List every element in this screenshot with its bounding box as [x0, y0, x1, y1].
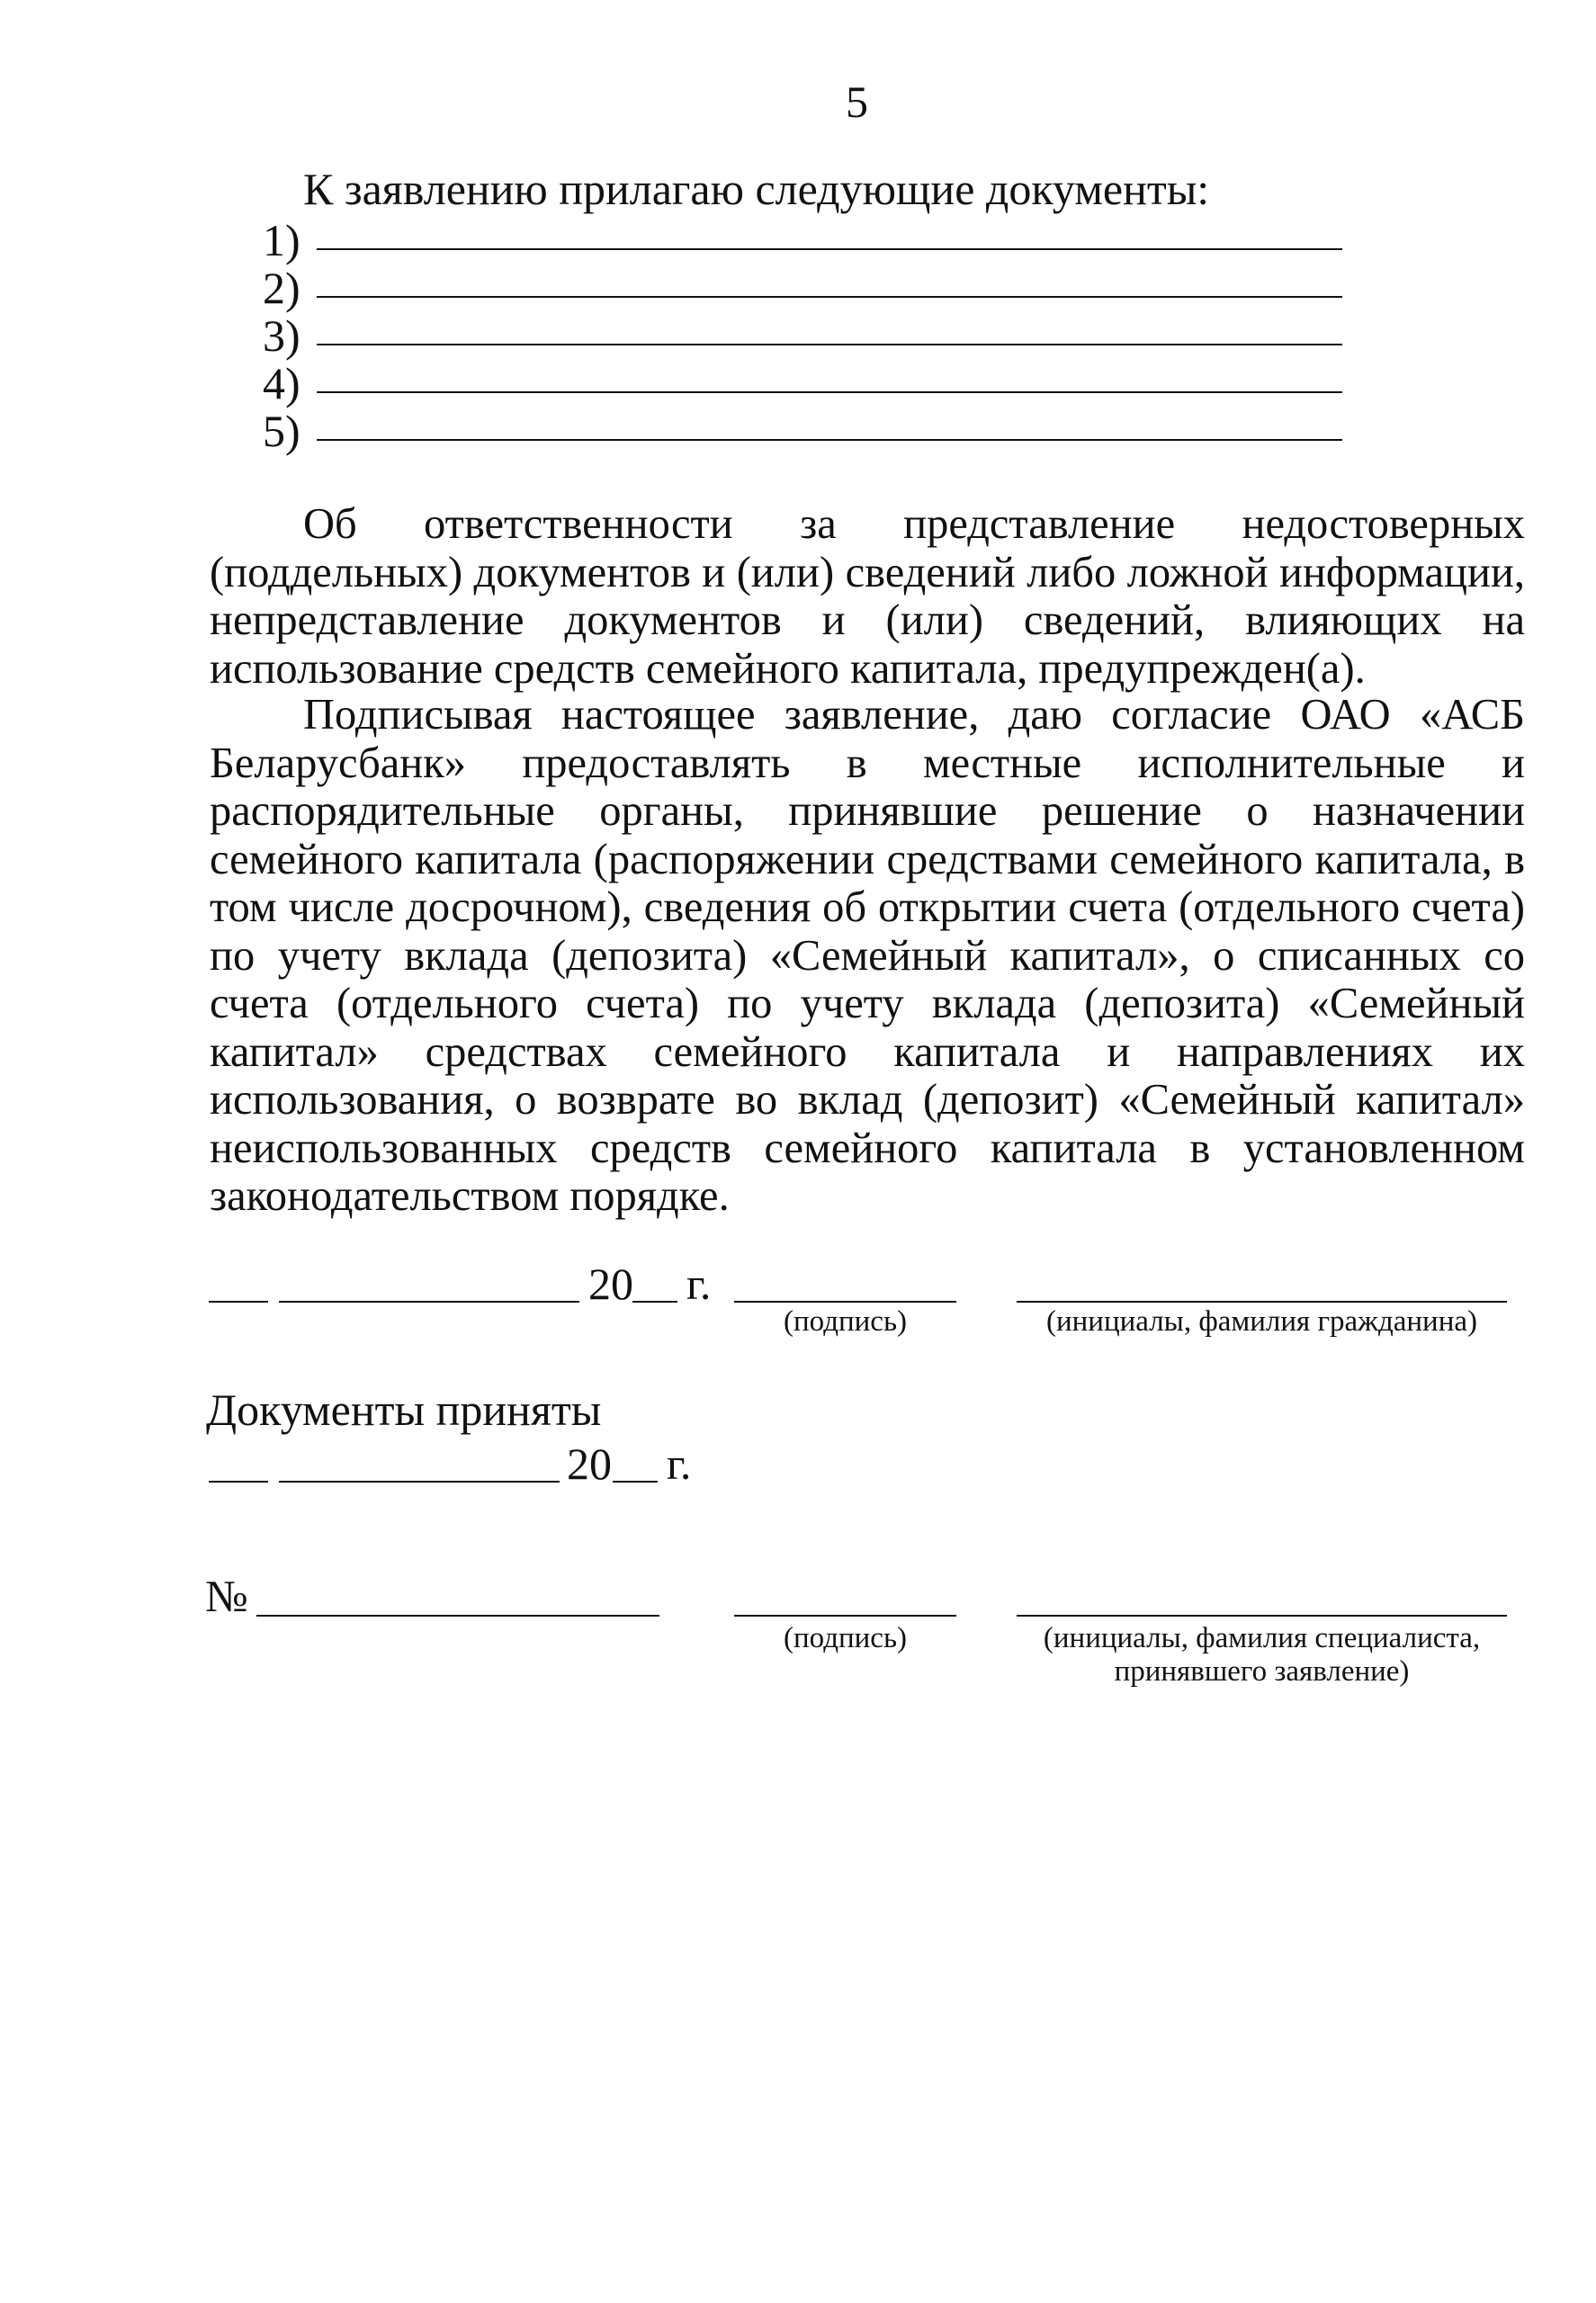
applicant-month-line[interactable] — [279, 1301, 579, 1303]
attachment-number: 4) — [263, 358, 300, 408]
attachment-item[interactable] — [263, 408, 1342, 456]
attachment-fill-line[interactable] — [317, 248, 1342, 250]
attachment-number: 1) — [263, 215, 300, 265]
applicant-name-caption: (инициалы, фамилия гражданина) — [1045, 1305, 1478, 1338]
applicant-signature-caption: (подпись) — [784, 1305, 907, 1338]
registration-number-label: № — [205, 1571, 248, 1621]
attachment-item[interactable] — [263, 358, 1342, 408]
applicant-signature-line[interactable] — [734, 1301, 956, 1303]
responsibility-text: Об ответственности за представление недостоверных (поддельных) документов и (или) сведений либо ложной информации, непредставление документов и (или) сведений, влияющих на использование средств семейного капитала, предупрежден(а). — [210, 500, 1525, 693]
consent-paragraph — [210, 691, 1525, 1221]
attachment-fill-line[interactable] — [317, 391, 1342, 393]
acceptance-month-line[interactable] — [279, 1481, 560, 1483]
acceptance-year-suffix: г. — [667, 1438, 692, 1489]
applicant-year-line[interactable] — [632, 1301, 677, 1303]
acceptance-day-line[interactable] — [209, 1481, 268, 1483]
acceptance-year-prefix: 20 — [567, 1438, 612, 1489]
applicant-name-line[interactable] — [1017, 1301, 1507, 1303]
applicant-year-prefix: 20 — [588, 1259, 633, 1309]
attachments-list — [263, 215, 1342, 456]
specialist-signature-caption: (подпись) — [784, 1622, 907, 1654]
attachment-number: 3) — [263, 310, 300, 361]
registration-number-line[interactable] — [256, 1615, 659, 1617]
specialist-name-line[interactable] — [1017, 1615, 1507, 1617]
responsibility-paragraph — [210, 500, 1525, 693]
attachment-number: 2) — [263, 263, 300, 313]
specialist-name-caption-line2: принявшего заявление) — [1114, 1655, 1410, 1688]
acceptance-year-line[interactable] — [613, 1481, 658, 1483]
attachment-fill-line[interactable] — [317, 344, 1342, 345]
attachment-item[interactable] — [263, 215, 1342, 265]
attachments-heading: К заявлению прилагаю следующие документы: — [303, 164, 1210, 214]
acceptance-heading: Документы приняты — [206, 1384, 602, 1435]
attachment-fill-line[interactable] — [317, 439, 1342, 441]
consent-text: Подписывая настоящее заявление, даю согласие ОАО «АСБ Беларусбанк» предоставлять в местные исполнительные и распорядительные органы, принявшие решение о назначении семейного капитала (распоряжении средствами семейного капитала, в том числе досрочном), сведения об открытии счета (отдельного счета) по учету вклада (депозита) «Семейный капитал», о списанных со счета (отдельного счета) по учету вклада (депозита) «Семейный капитал» средствах семейного капитала и направлениях их использования, о возврате во вклад (депозит) «Семейный капитал» неиспользованных средств семейного капитала в установленном законодательством порядке. — [210, 691, 1525, 1220]
specialist-name-caption-line1: (инициалы, фамилия специалиста, — [1043, 1622, 1481, 1654]
applicant-day-line[interactable] — [209, 1301, 268, 1303]
attachment-item[interactable] — [263, 265, 1342, 313]
attachment-fill-line[interactable] — [317, 296, 1342, 298]
applicant-year-suffix: г. — [686, 1259, 712, 1309]
specialist-signature-line[interactable] — [734, 1615, 956, 1617]
attachment-number: 5) — [263, 406, 300, 456]
attachment-item[interactable] — [263, 310, 1342, 361]
page-number: 5 — [846, 76, 868, 127]
